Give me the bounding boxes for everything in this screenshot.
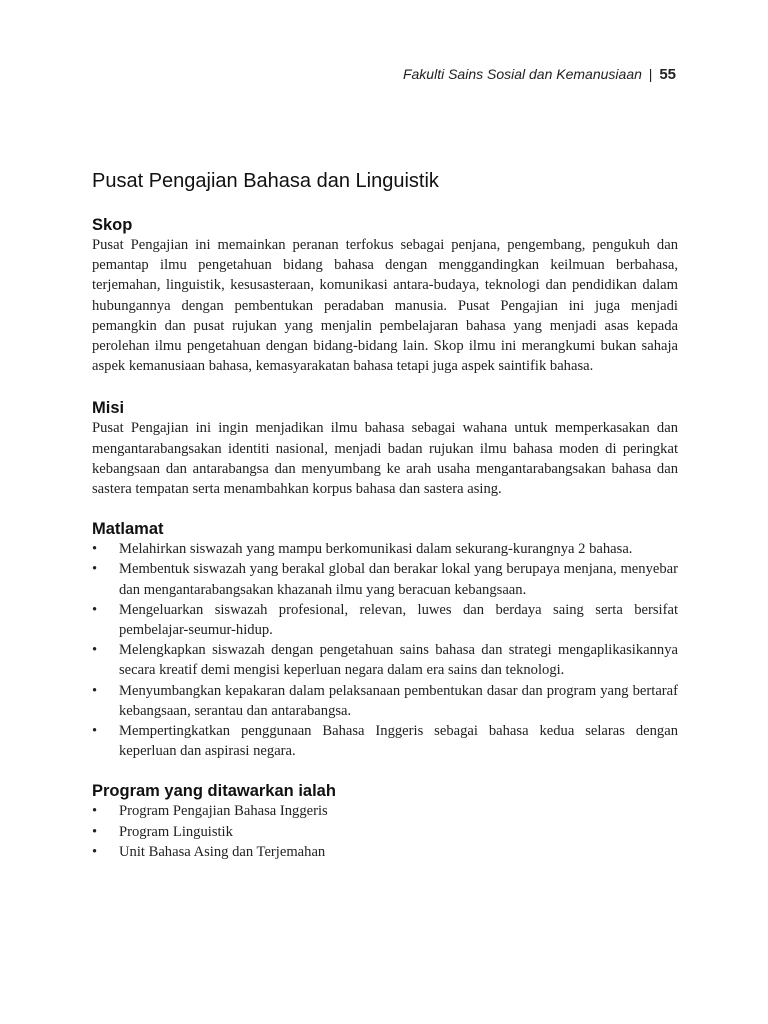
list-item-text: Menyumbangkan kepakaran dalam pelaksanaan pembentukan dasar dan program yang bertaraf kebangsaan, serantau dan antarabangsa. bbox=[119, 682, 678, 719]
list-item-text: Unit Bahasa Asing dan Terjemahan bbox=[119, 843, 326, 860]
list-item-text: Program Linguistik bbox=[119, 823, 233, 840]
list-item-text: Melahirkan siswazah yang mampu berkomunikasi dalam sekurang-kurangnya 2 bahasa. bbox=[119, 541, 633, 558]
section-program bbox=[92, 781, 678, 862]
section-misi bbox=[92, 398, 678, 499]
section-matlamat bbox=[92, 519, 678, 761]
bullet-icon: • bbox=[92, 561, 98, 578]
bullet-icon: • bbox=[92, 682, 98, 699]
main-content bbox=[92, 170, 678, 882]
page-number: 55 bbox=[659, 66, 676, 83]
section-body-skop: Pusat Pengajian ini memainkan peranan terfokus sebagai penjana, pengembang, pengukuh dan pemantap ilmu pengetahuan bidang bahasa dengan menggandingkan keilmuan berbahasa, terjemahan, linguistik, kesusasteraan, komunikasi antara-budaya, teknologi dan pendidikan dalam hubungannya dengan pembentukan peradaban manusia. Pusat Pengajian ini juga menjadi pemangkin dan pusat rujukan yang menjalin pembelajaran bahasa yang menjadi asas kepada perolehan ilmu pengetahuan dengan bidang-bidang lain. Skop ilmu ini merangkumi bukan sahaja aspek kemanusiaan bahasa, kemasyarakatan bahasa tetapi juga aspek saintifik bahasa. bbox=[92, 237, 678, 375]
list-item bbox=[92, 539, 678, 559]
header-separator: | bbox=[648, 66, 653, 82]
list-item bbox=[92, 801, 678, 821]
list-item-text: Melengkapkan siswazah dengan pengetahuan sains bahasa dan strategi mengaplikasikannya secara kreatif demi mengisi keperluan negara dalam era sains dan teknologi. bbox=[119, 642, 678, 679]
bullet-icon: • bbox=[92, 803, 98, 820]
section-heading-skop: Skop bbox=[92, 216, 133, 234]
list-item bbox=[92, 559, 678, 599]
matlamat-list bbox=[92, 539, 678, 761]
bullet-icon: • bbox=[92, 642, 98, 659]
bullet-icon: • bbox=[92, 823, 98, 840]
bullet-icon: • bbox=[92, 601, 98, 618]
section-heading-matlamat: Matlamat bbox=[92, 520, 164, 539]
list-item bbox=[92, 822, 678, 842]
list-item bbox=[92, 681, 678, 721]
list-item-text: Mengeluarkan siswazah profesional, relevan, luwes dan berdaya saing serta bersifat pembelajar-seumur-hidup. bbox=[119, 601, 678, 639]
section-heading-misi: Misi bbox=[92, 399, 125, 418]
list-item-text: Membentuk siswazah yang berakal global dan berakar lokal yang berupaya menjana, menyebar dan mengantarabangsakan khazanah ilmu yang beracuan kebangsaan. bbox=[119, 561, 678, 598]
list-item bbox=[92, 842, 678, 862]
section-body-misi: Pusat Pengajian ini ingin menjadikan ilmu bahasa sebagai wahana untuk memperkasakan dan mengantarabangsakan identiti nasional, menjadi badan rujukan ilmu bahasa moden di peringkat kebangsaan dan antarabangsa dan menyumbang ke arah usaha mengantarabangsakan bahasa dan sastera tempatan serta menambahkan korpus bahasa dan sastera asing. bbox=[92, 420, 678, 498]
section-skop bbox=[92, 215, 678, 376]
bullet-icon: • bbox=[92, 541, 98, 558]
running-header bbox=[403, 66, 676, 83]
list-item bbox=[92, 721, 678, 761]
bullet-icon: • bbox=[92, 843, 98, 860]
list-item bbox=[92, 600, 678, 640]
section-heading-program: Program yang ditawarkan ialah bbox=[92, 782, 336, 801]
bullet-icon: • bbox=[92, 723, 98, 740]
faculty-name: Fakulti Sains Sosial dan Kemanusiaan bbox=[402, 66, 642, 82]
program-list bbox=[92, 801, 678, 862]
list-item bbox=[92, 640, 678, 680]
list-item-text: Program Pengajian Bahasa Inggeris bbox=[119, 803, 328, 820]
list-item-text: Mempertingkatkan penggunaan Bahasa Inggeris sebagai bahasa kedua selaras dengan keperluan dan aspirasi negara. bbox=[119, 723, 678, 760]
page-title: Pusat Pengajian Bahasa dan Linguistik bbox=[92, 170, 439, 192]
